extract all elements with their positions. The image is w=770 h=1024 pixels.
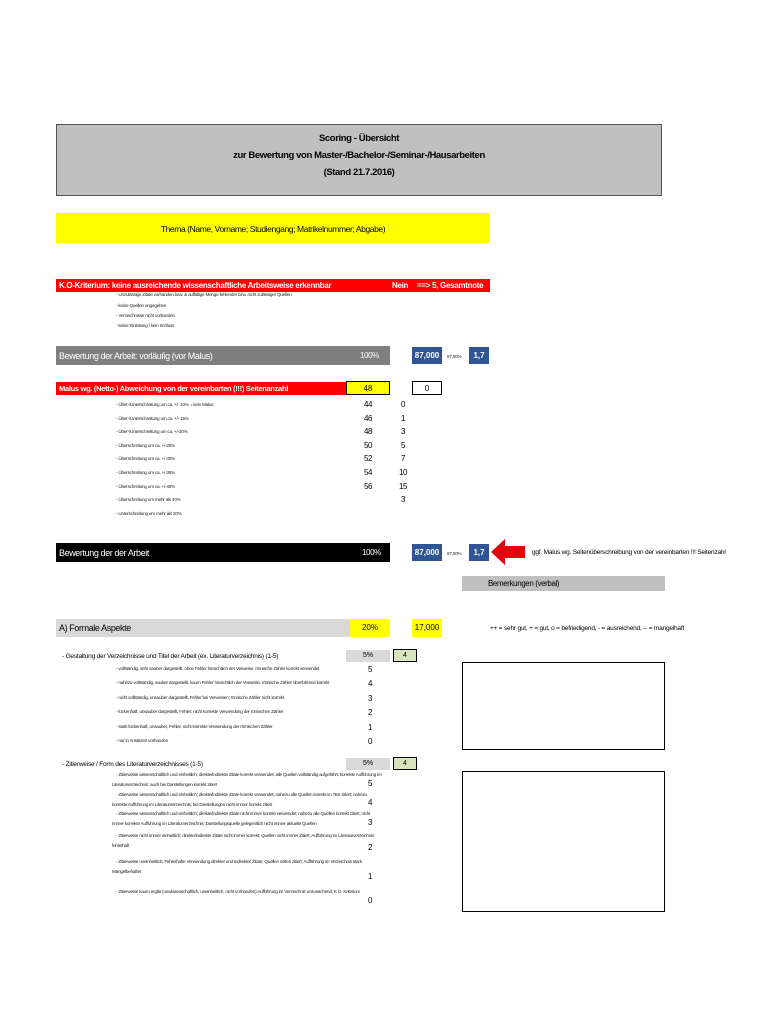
theme-label: Thema (Name, Vorname; Studiengang; Matrikelnummer; Abgabe) <box>160 224 386 234</box>
malus-row-text: - Über-/Unterschreitung um ca. +/-20% <box>116 429 188 435</box>
criterion-1-option-score: 5 <box>367 665 373 674</box>
malus-row-text: - Überschreitung um ca. +/-25% <box>116 442 175 448</box>
malus-row-pages: 50 <box>363 440 373 450</box>
ko-value-cell[interactable] <box>390 279 414 292</box>
criterion-2-option-score: 1 <box>367 872 373 881</box>
malus-row-pages: 56 <box>363 481 373 491</box>
malus-label: Malus wg. (Netto-) Abweichung von der vereinbarten (!!!) Seitenanzahl <box>59 384 289 393</box>
criterion-2-option-score: 4 <box>367 798 373 807</box>
preliminary-grade: 1,7 <box>473 351 485 360</box>
criterion-2-option-score: 3 <box>367 818 373 827</box>
criterion-1-rating: 4 <box>403 652 407 659</box>
final-score: 87,000 <box>414 548 440 557</box>
malus-row-pages: 48 <box>363 427 373 437</box>
criterion-1-percent-cell <box>346 650 390 662</box>
criterion-2-option-line: Literaturverzeichnis; auch bei Darstellungen korrekt zitiert <box>112 782 217 787</box>
criterion-2-rating-input[interactable] <box>393 757 417 770</box>
preliminary-bar <box>56 346 390 365</box>
rating-legend: ++ = sehr gut, + = gut, o = befriedigend, - = ausreichend, -- = mangelhaft <box>490 625 685 632</box>
title-line-1: Scoring - Übersicht <box>318 133 400 144</box>
malus-row-text: - Über-/Unterschreitung um ca. +/- 15% <box>116 415 189 421</box>
preliminary-label: Bewertung der Arbeit: vorläufig (vor Malus) <box>59 351 213 361</box>
criterion-1-option-score: 4 <box>367 679 373 689</box>
malus-pages-value: 48 <box>363 384 373 393</box>
malus-row-malus: 15 <box>398 481 408 491</box>
criterion-1-option-score: 0 <box>367 737 373 746</box>
criterion-1-option-score: 2 <box>367 708 373 718</box>
theme-box[interactable] <box>56 213 490 243</box>
preliminary-percent: 100% <box>360 351 379 360</box>
criterion-1-option-score: 3 <box>367 693 373 703</box>
malus-row-text: - Über-/Unterschreitung um ca. +/- 10% = kein Malus <box>116 402 214 407</box>
malus-row-malus: 10 <box>398 468 408 477</box>
preliminary-grade-cell <box>469 347 489 364</box>
criterion-1-option: - lückenhaft, unsauber dargestellt, Fehler; nicht korrekte Verwendung der römischen Zähler <box>116 709 284 715</box>
section-a-label: A) Formale Aspekte <box>59 623 131 633</box>
preliminary-score: 87,000 <box>414 351 440 360</box>
malus-row-malus: 5 <box>400 440 406 450</box>
criterion-1-label: - Gestaltung der Verzeichnisse und Titel der Arbeit (ex. Literaturverzeichnis) (1-5) <box>62 653 279 660</box>
ko-arrow-text: ==> 5, Gesamtnote <box>417 281 484 290</box>
malus-row-malus: 7 <box>400 454 406 464</box>
final-tiny: 87,00% <box>447 551 462 556</box>
criterion-2-option-line: immer korrekte Aufführung im Literaturverzeichnis; Darstellungsquelle gelegentlich nicht immer aktuelle Quellen <box>112 821 317 826</box>
malus-row-malus: 0 <box>400 400 406 409</box>
criterion-1-option: - nahezu vollständig, sauber dargestellt, kaum Fehler hinsichtlich der Verweise, römische Zähler überführend korrekt <box>116 680 330 686</box>
criterion-2-comment-field[interactable] <box>462 771 665 912</box>
criterion-2-option-score: 0 <box>367 896 373 905</box>
ko-note-2: - keine Quellen angegeben <box>116 303 167 308</box>
criterion-2-option-line: korrekte Aufführung im Literaturverzeichnis; bei Darstellungen nicht immer korrekt zitiert <box>112 802 273 807</box>
malus-pages-input[interactable] <box>346 381 390 395</box>
criterion-2-percent: 5% <box>362 760 374 767</box>
criterion-2-option-score: 2 <box>367 843 373 852</box>
criterion-2-option-line: - Zitierweise kaum ergibt (unwissenschaftlich, uneinheitlich, nicht vorhanden) Aufführung im Verzeichnis unzureichend; K.O. Kriterium <box>116 889 360 894</box>
preliminary-tiny: 87,00% <box>447 354 462 359</box>
ko-criterion-bar <box>56 279 390 292</box>
section-a-bar <box>56 619 390 637</box>
final-score-cell <box>412 544 442 561</box>
criterion-2-option-line: Mängelbehaftet <box>112 869 141 874</box>
final-arrow-note: ggf. Malus wg. Seitenüberschreibung von der vereinbarten !!! Seitenzahl <box>532 549 726 556</box>
malus-result: 0 <box>424 384 430 393</box>
preliminary-percent-cell <box>350 346 390 365</box>
malus-row-malus: 1 <box>400 413 406 423</box>
criterion-1-option: - stark lückenhaft, unsauber, Fehler, nicht korrekte Verwendung der römischen Zähler <box>116 723 273 729</box>
criterion-2-option-line: - Zitierweise uneinheitlich; Fehlerhafte Verwendung direkter und indirekter Zitate; Quellen selten zitiert; Aufführung im Verzeichnis stark <box>116 859 362 864</box>
malus-bar <box>56 382 350 395</box>
final-label: Bewertung der der Arbeit <box>59 548 149 558</box>
criterion-1-option: - vollständig, sehr sauber dargestellt, ohne Fehler hinsichtlich der Verweise, römische Zähler korrekt verwendet <box>116 666 320 671</box>
remarks-header <box>462 576 665 591</box>
malus-row-pages: 44 <box>363 400 373 409</box>
malus-row-malus: 3 <box>400 495 406 505</box>
criterion-1-comment-field[interactable] <box>462 662 665 750</box>
malus-result-cell <box>412 381 442 395</box>
malus-row-text: - Überschreitung um mehr als 40% <box>116 497 181 503</box>
ko-criterion-label: K.O-Kriterium: keine ausreichende wissenschaftliche Arbeitsweise erkennbar <box>59 281 332 290</box>
section-a-score: 17,000 <box>414 623 440 632</box>
final-percent: 100% <box>362 548 381 557</box>
malus-row-pages: 54 <box>363 468 373 477</box>
criterion-2-percent-cell <box>346 758 390 770</box>
criterion-2-label: - Zitierweise / Form des Literaturverzeichnisses (1-5) <box>62 761 203 768</box>
malus-row-text: - Überschreitung um ca. +/-35% <box>116 470 175 475</box>
section-a-percent: 20% <box>361 623 378 632</box>
malus-row-text: - Überschreitung um ca. +/-40% <box>116 483 175 489</box>
malus-row-pages: 52 <box>363 454 373 464</box>
title-line-2: zur Bewertung von Master-/Bachelor-/Seminar-/Hausarbeiten <box>233 150 485 161</box>
criterion-1-option: - nicht vollständig, unsauber dargestellt, Fehler bei Verweisen; römische Zähler nicht korrekt <box>116 694 285 700</box>
criterion-2-option-line: - Zitierweise nicht immer einheitlich; direkte/indirekte Zitate nicht immer korrekt; Quellen nicht immer Zitiert; Aufführung im Literaturverzeichnis <box>116 833 375 838</box>
malus-row-pages: 46 <box>363 413 373 423</box>
criterion-2-option-score: 5 <box>367 779 373 788</box>
section-a-score-cell <box>412 619 442 637</box>
criterion-2-option-line: - Zitierweise wissenschaftlich und einheitlich; direkte/indirekte Zitate nicht immer korrekt verwendet; nahezu alle Quellen korrekt zitiert; nicht <box>116 811 371 816</box>
criterion-2-rating: 4 <box>403 760 407 767</box>
red-arrow-icon <box>491 537 527 567</box>
criterion-1-percent: 5% <box>362 652 374 659</box>
final-bar <box>56 543 390 562</box>
ko-note-1: - Unzulässige Zitate vorhanden bzw. & auffällige Menge fehlender bzw. nicht zulässiger Quellen <box>116 292 292 297</box>
criterion-1-option-score: 1 <box>367 722 373 732</box>
section-a-percent-cell <box>350 619 390 637</box>
criterion-1-rating-input[interactable] <box>393 649 417 662</box>
criterion-2-option-line: - Zitierweise wissenschaftlich und einheitlich; direkte/indirekte Zitate korrekt verwendet; nahezu alle Quellen korrekt im Text zitiert; nahezu <box>116 792 367 797</box>
ko-arrow-cell <box>414 279 490 292</box>
criterion-1-option: - nur in Ansätzen vorhanden <box>116 738 169 743</box>
final-grade: 1,7 <box>473 548 485 557</box>
title-line-3: (Stand 21.7.2016) <box>323 167 395 178</box>
malus-row-malus: 3 <box>400 427 406 437</box>
malus-row-text: - Unterschreitung um mehr als 20% <box>116 510 182 516</box>
final-grade-cell <box>469 544 489 561</box>
title-box <box>56 124 662 196</box>
preliminary-score-cell <box>412 347 442 364</box>
remarks-header-label: Bemerkungen (verbal) <box>488 579 560 588</box>
ko-note-4: - keine Einleitung / kein Schluss <box>116 323 175 328</box>
criterion-2-option-line: fehlerhaft <box>112 843 130 848</box>
malus-row-text: - Überschreitung um ca. +/-30% <box>116 456 175 462</box>
criterion-2-option-line: - Zitierweise wissenschaftlich und einheitlich; direkte/indirekte Zitate korrekt verwendet; alle Quellen vollständig aufgeführt; korrekte Aufführung im <box>116 772 382 777</box>
ko-note-3: - Verzeichnisse nicht vorhanden <box>116 313 175 318</box>
ko-value: Nein <box>392 281 409 290</box>
